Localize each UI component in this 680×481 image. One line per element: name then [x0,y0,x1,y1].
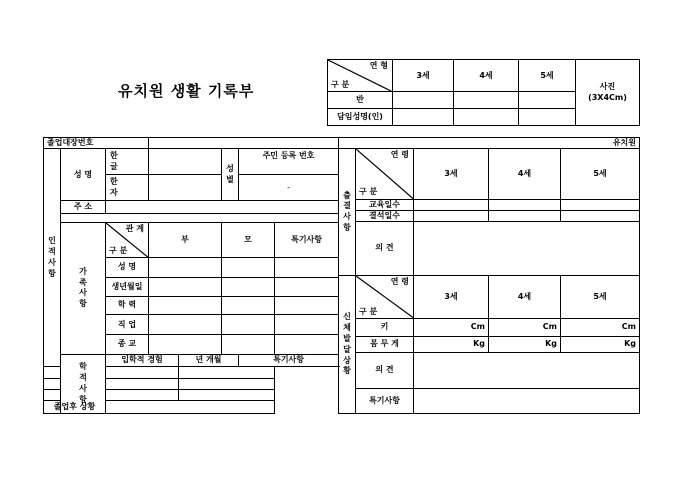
rrn-label: 주민 등록 번호 [239,149,339,175]
school-cell[interactable] [44,367,106,378]
age-4-header: 4세 [489,149,561,200]
mother-header: 모 [222,223,275,258]
family-section-label: 가 족 사 항 [61,223,106,355]
entry-label: 입학적 경험 [106,354,179,366]
family-cell[interactable] [222,278,275,297]
class-info-table [327,59,640,126]
family-cell[interactable] [149,258,222,278]
after-grad-label: 졸업후 상황 [44,401,106,414]
age-3-header: 3세 [414,276,489,318]
attendance-section-label: 출 결 사 항 [339,149,356,276]
absent-days-cell[interactable] [489,210,561,221]
family-cell[interactable] [222,258,275,278]
address-value[interactable] [106,201,339,213]
father-header: 부 [149,223,222,258]
weight-cell[interactable]: Kg [561,337,640,353]
rrn-value[interactable]: - [239,175,339,201]
family-cell[interactable] [222,296,275,315]
family-cell[interactable] [275,296,339,315]
family-cell[interactable] [275,258,339,278]
edu-days-cell[interactable] [561,199,640,210]
school-cell[interactable] [44,390,106,401]
physical-opinion-label: 의 견 [356,353,414,388]
family-row-label: 직 업 [106,315,149,335]
edu-days-cell[interactable] [489,199,561,210]
age-5-header: 5세 [561,149,640,200]
teacher-cell[interactable] [519,108,576,125]
age-4-header: 4세 [489,276,561,318]
height-label: 키 [356,318,414,336]
age-3-header: 3세 [393,60,454,92]
class-cell[interactable] [454,92,519,108]
after-grad-value[interactable] [106,401,275,414]
family-cell[interactable] [275,278,339,297]
relation-division-header: 관 계 구 분 [106,223,149,258]
edu-days-label: 교육일수 [356,199,414,210]
physical-section-label: 신 체 발 달 상 황 [339,276,356,414]
physical-special-label: 특기사항 [356,388,414,413]
grad-no-value[interactable] [149,138,339,149]
school-special-label: 특기사항 [239,354,339,366]
kindergarten-label: 유치원 [339,138,640,149]
family-cell[interactable] [222,335,275,355]
family-cell[interactable] [222,315,275,335]
age-5-header: 5세 [519,60,576,92]
school-cell[interactable] [44,378,106,389]
school-cell[interactable] [106,367,179,378]
family-row-label: 성 명 [106,258,149,278]
family-cell[interactable] [149,278,222,297]
hanja-name-value[interactable] [149,175,222,201]
physical-opinion-value[interactable] [414,353,640,388]
age-3-header: 3세 [414,149,489,200]
class-label: 반 [328,92,393,108]
family-cell[interactable] [275,315,339,335]
edu-days-cell[interactable] [414,199,489,210]
family-special-header: 특기사항 [275,223,339,258]
address-label: 주 소 [61,201,106,213]
family-row-label: 생년월일 [106,278,149,297]
school-section-label: 학 적 사 항 [61,354,106,413]
personal-section-label: 인 적 사 항 [44,149,61,367]
class-cell[interactable] [393,92,454,108]
year-month-label: 년 개월 [179,354,239,366]
hanja-label: 한 자 [106,175,149,201]
height-cell[interactable]: Cm [561,318,640,336]
physical-year-header: 연 령 구 분 [356,276,414,318]
teacher-cell[interactable] [393,108,454,125]
teacher-cell[interactable] [454,108,519,125]
school-cell[interactable] [179,390,275,401]
family-cell[interactable] [149,296,222,315]
family-cell[interactable] [149,315,222,335]
school-cell[interactable] [106,390,179,401]
address-value-2[interactable] [61,213,339,222]
family-cell[interactable] [275,335,339,355]
age-4-header: 4세 [454,60,519,92]
age-5-header: 5세 [561,276,640,318]
gender-label: 성 별 [222,149,239,201]
school-cell[interactable] [179,367,275,378]
grad-no-label: 졸업대장번호 [44,138,149,149]
photo-box: 사진 (3X4Cm) [576,60,640,126]
weight-cell[interactable]: Kg [414,337,489,353]
hangul-name-value[interactable] [149,149,222,175]
absent-days-cell[interactable] [414,210,489,221]
teacher-label: 담임성명(인) [328,108,393,125]
personal-info-table [43,137,339,414]
attendance-opinion-value[interactable] [414,221,640,276]
family-cell[interactable] [149,335,222,355]
school-cell[interactable] [106,378,179,389]
attendance-opinion-label: 의 견 [356,221,414,276]
hangul-label: 한 글 [106,149,149,175]
weight-label: 몸 무 게 [356,337,414,353]
page-title: 유치원 생활 기록부 [118,82,255,100]
physical-special-value[interactable] [414,388,640,413]
weight-cell[interactable]: Kg [489,337,561,353]
name-label: 성 명 [61,149,106,201]
height-cell[interactable]: Cm [489,318,561,336]
attendance-physical-table [338,137,640,414]
height-cell[interactable]: Cm [414,318,489,336]
family-row-label: 학 력 [106,296,149,315]
class-cell[interactable] [519,92,576,108]
school-cell[interactable] [179,378,275,389]
year-division-header: 연 형 구 분 [328,60,393,92]
family-row-label: 종 교 [106,335,149,355]
attendance-year-header: 연 령 구 분 [356,149,414,200]
absent-days-label: 결석일수 [356,210,414,221]
absent-days-cell[interactable] [561,210,640,221]
